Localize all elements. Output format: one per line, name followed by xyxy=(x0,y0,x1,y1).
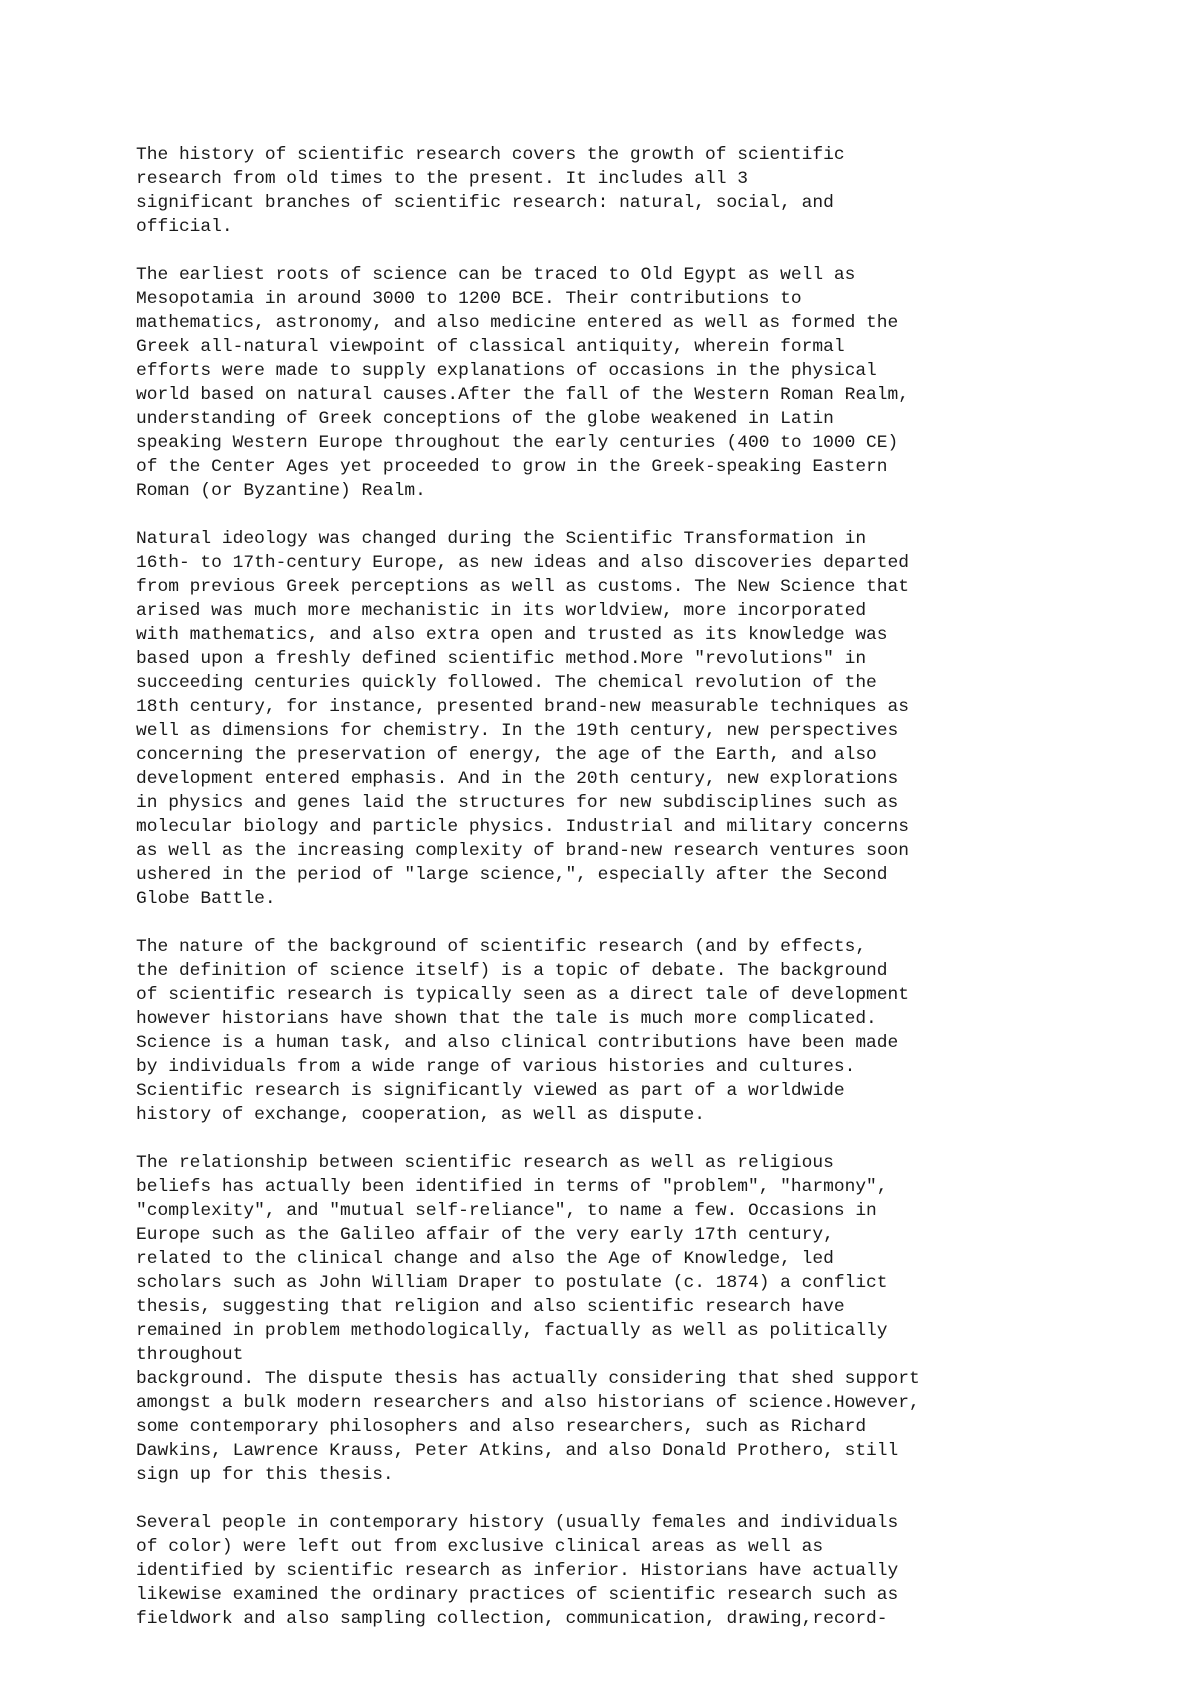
document-body xyxy=(136,143,1136,1631)
paragraph-nature-of-history: The nature of the background of scientific research (and by effects, the definition of science itself) is a topic of debate. The background of scientific research is typically seen as a direct tale of development however historians have shown that the tale is much more complicated. Science is a human task, and also clinical contributions have been made by individuals from a wide range of various histories and cultures. Scientific research is significantly viewed as part of a worldwide history of exchange, cooperation, as well as dispute. xyxy=(136,937,910,1125)
paragraph-intro: The history of scientific research covers the growth of scientific research from old times to the present. It includes all 3 significant branches of scientific research: natural, social, and official. xyxy=(136,145,845,237)
paragraph-science-and-religion: The relationship between scientific research as well as religious beliefs has actually been identified in terms of "problem", "harmony", "complexity", and "mutual self-reliance", to name a few. Occasions in Europe such as the Galileo affair of the very early 17th century, related to the clinical change and also the Age of Knowledge, led scholars such as John William Draper to postulate (c. 1874) a conflict thesis, suggesting that religion and also scientific research have remained in problem methodologically, factually as well as politically throughout background. The dispute thesis has actually considering that shed support amongst a bulk modern researchers and also historians of science.However, some contemporary philosophers and also researchers, such as Richard Dawkins, Lawrence Krauss, Peter Atkins, and also Donald Prothero, still sign up for this thesis. xyxy=(136,1153,920,1485)
paragraph-earliest-roots: The earliest roots of science can be traced to Old Egypt as well as Mesopotamia in around 3000 to 1200 BCE. Their contributions to mathematics, astronomy, and also medicine entered as well as formed the Greek all-natural viewpoint of classical antiquity, wherein formal efforts were made to supply explanations of occasions in the physical world based on natural causes.After the fall of the Western Roman Realm, understanding of Greek conceptions of the globe weakened in Latin speaking Western Europe throughout the early centuries (400 to 1000 CE) of the Center Ages yet proceeded to grow in the Greek-speaking Eastern Roman (or Byzantine) Realm. xyxy=(136,265,910,501)
paragraph-excluded-people: Several people in contemporary history (usually females and individuals of color) were left out from exclusive clinical areas as well as identified by scientific research as inferior. Historians have actually likewise examined the ordinary practices of scientific research such as fieldwork and also sampling collection, communication, drawing,record- xyxy=(136,1513,899,1629)
paragraph-scientific-revolution: Natural ideology was changed during the Scientific Transformation in 16th- to 17th-century Europe, as new ideas and also discoveries departed from previous Greek perceptions as well as customs. The New Science that arised was much more mechanistic in its worldview, more incorporated with mathematics, and also extra open and trusted as its knowledge was based upon a freshly defined scientific method.More "revolutions" in succeeding centuries quickly followed. The chemical revolution of the 18th century, for instance, presented brand-new measurable techniques as well as dimensions for chemistry. In the 19th century, new perspectives concerning the preservation of energy, the age of the Earth, and also development entered emphasis. And in the 20th century, new explorations in physics and genes laid the structures for new subdisciplines such as molecular biology and particle physics. Industrial and military concerns as well as the increasing complexity of brand-new research ventures soon ushered in the period of "large science,", especially after the Second Globe Battle. xyxy=(136,529,910,909)
